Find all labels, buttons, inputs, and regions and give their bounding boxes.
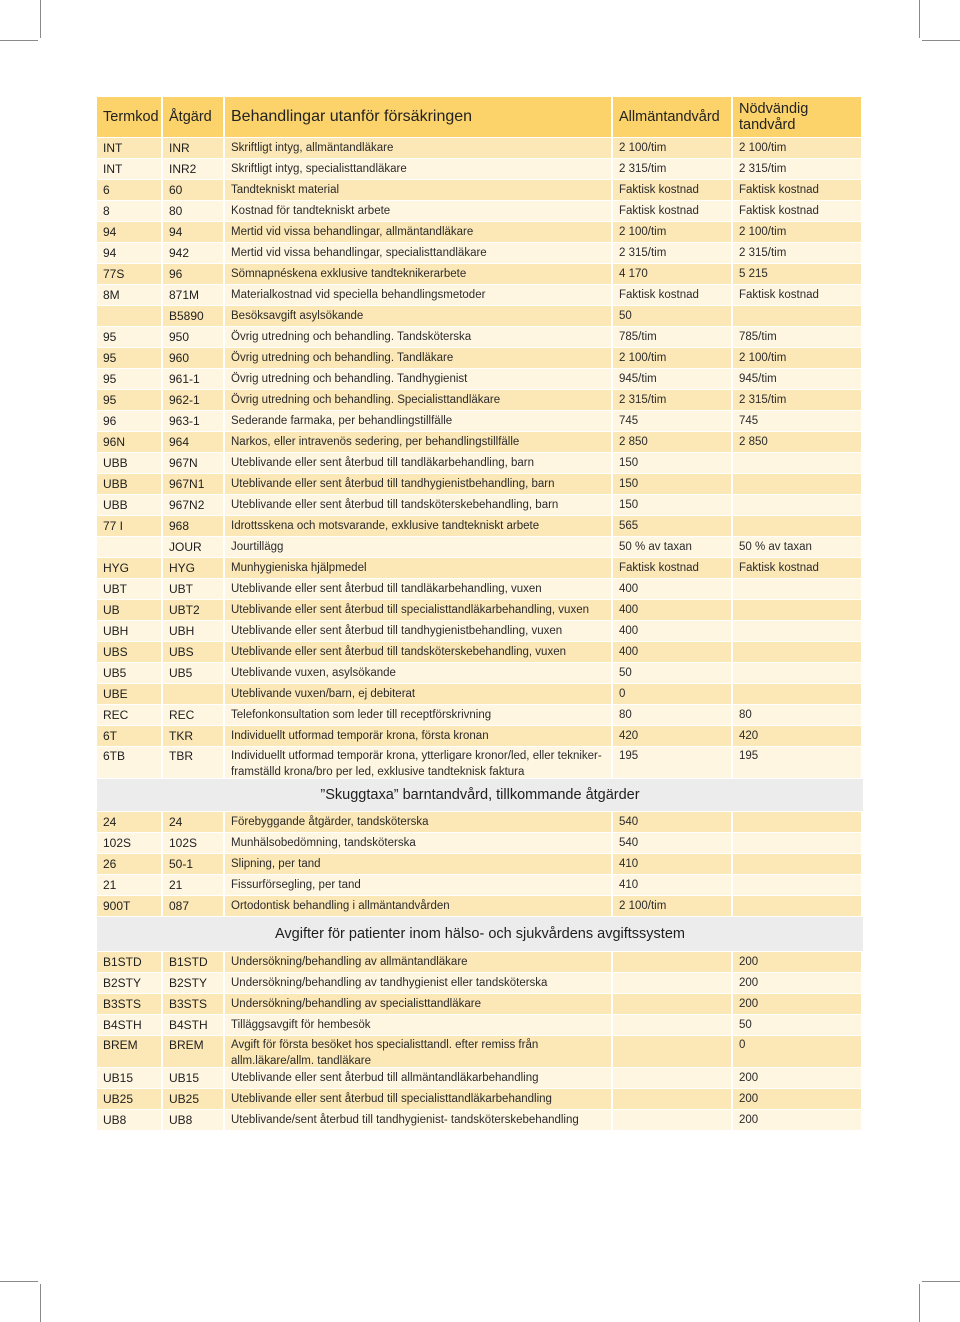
termkod-cell: 94 [97,243,161,263]
termkod-cell [97,537,161,557]
termkod-cell: B4STH [97,1015,161,1035]
allmantandvard-cell: Faktisk kostnad [613,285,731,305]
table-row [97,515,863,536]
atgard-cell: UB5 [163,663,223,683]
description-cell: Tilläggsavgift för hembesök [225,1015,611,1035]
description-cell: Narkos, eller intravenös sedering, per behandlingstillfälle [225,432,611,452]
description-cell: Munhygieniska hjälpmedel [225,558,611,578]
table-row [97,473,863,494]
nodvandig-cell: 2 100/tim [733,138,861,158]
atgard-cell: B4STH [163,1015,223,1035]
crop-mark [922,1281,960,1282]
termkod-cell: UBB [97,474,161,494]
atgard-cell: UBS [163,642,223,662]
nodvandig-cell [733,642,861,662]
atgard-cell: 24 [163,812,223,832]
description-cell: Undersökning/behandling av specialisttandläkare [225,994,611,1014]
nodvandig-cell: Faktisk kostnad [733,285,861,305]
table-row [97,557,863,578]
description-cell: Uteblivande eller sent återbud till allmäntandläkarbehandling [225,1068,611,1088]
description-cell: Undersökning/behandling av tandhygienist eller tandsköterska [225,973,611,993]
description-cell: Förebyggande åtgärder, tandsköterska [225,812,611,832]
table-row [97,972,863,993]
allmantandvard-cell: 2 315/tim [613,390,731,410]
termkod-cell: INT [97,138,161,158]
description-cell: Individuellt utformad temporär krona, första kronan [225,726,611,746]
table-row [97,1109,863,1130]
atgard-cell: 871M [163,285,223,305]
termkod-cell: B2STY [97,973,161,993]
termkod-cell: 26 [97,854,161,874]
termkod-cell: 95 [97,369,161,389]
nodvandig-cell: 50 % av taxan [733,537,861,557]
table-row [97,725,863,746]
termkod-cell: 8M [97,285,161,305]
table-row [97,200,863,221]
description-cell: Uteblivande vuxen, asylsökande [225,663,611,683]
main-rows [97,138,863,778]
atgard-cell: 968 [163,516,223,536]
crop-mark [0,40,38,41]
description-cell: Fissurförsegling, per tand [225,875,611,895]
allmantandvard-cell: 400 [613,642,731,662]
nodvandig-cell: 200 [733,1089,861,1109]
termkod-cell: 6TB [97,747,161,778]
nodvandig-cell: 0 [733,1036,861,1067]
allmantandvard-cell [613,1036,731,1067]
termkod-cell: UBH [97,621,161,641]
termkod-cell: UBE [97,684,161,704]
section-title: Avgifter för patienter inom hälso- och sjukvårdens avgiftssystem [97,916,863,952]
termkod-cell: BREM [97,1036,161,1067]
nodvandig-cell: 2 315/tim [733,159,861,179]
col-nodvandig: Nödvändig tandvård [733,97,861,137]
allmantandvard-cell: Faktisk kostnad [613,558,731,578]
description-cell: Uteblivande eller sent återbud till tandsköterskebehandling, vuxen [225,642,611,662]
termkod-cell: B3STS [97,994,161,1014]
allmantandvard-cell: Faktisk kostnad [613,201,731,221]
termkod-cell: UBB [97,495,161,515]
allmantandvard-cell [613,1015,731,1035]
table-row [97,1067,863,1088]
nodvandig-cell [733,579,861,599]
allmantandvard-cell: 150 [613,474,731,494]
crop-mark [919,0,920,38]
description-cell: Uteblivande eller sent återbud till tandhygienistbehandling, vuxen [225,621,611,641]
table-row [97,853,863,874]
allmantandvard-cell: 565 [613,516,731,536]
table-row [97,952,863,972]
allmantandvard-cell: 400 [613,621,731,641]
nodvandig-cell [733,896,861,916]
atgard-cell: TBR [163,747,223,778]
nodvandig-cell: 745 [733,411,861,431]
description-cell: Ortodontisk behandling i allmäntandvården [225,896,611,916]
termkod-cell: UB25 [97,1089,161,1109]
col-atgard: Åtgärd [163,97,223,137]
allmantandvard-cell [613,1068,731,1088]
table-row [97,452,863,473]
nodvandig-cell: 50 [733,1015,861,1035]
allmantandvard-cell: 540 [613,833,731,853]
table-row [97,599,863,620]
nodvandig-cell: 2 315/tim [733,243,861,263]
atgard-cell: 950 [163,327,223,347]
termkod-cell: 8 [97,201,161,221]
termkod-cell: INT [97,159,161,179]
allmantandvard-cell: 2 315/tim [613,243,731,263]
allmantandvard-cell: 150 [613,453,731,473]
table-row [97,347,863,368]
allmantandvard-cell [613,1110,731,1130]
allmantandvard-cell: 540 [613,812,731,832]
section2-rows [97,812,863,916]
atgard-cell: 102S [163,833,223,853]
description-cell: Slipning, per tand [225,854,611,874]
description-cell: Telefonkonsultation som leder till receptförskrivning [225,705,611,725]
atgard-cell: 963-1 [163,411,223,431]
table-row [97,578,863,599]
description-cell: Övrig utredning och behandling. Tandläkare [225,348,611,368]
atgard-cell: UBH [163,621,223,641]
table-row [97,812,863,832]
atgard-cell: 962-1 [163,390,223,410]
description-cell: Munhälsobedömning, tandsköterska [225,833,611,853]
table-row [97,683,863,704]
termkod-cell: 95 [97,390,161,410]
nodvandig-cell: 2 100/tim [733,222,861,242]
allmantandvard-cell: 2 850 [613,432,731,452]
nodvandig-cell [733,306,861,326]
atgard-cell: 96 [163,264,223,284]
description-cell: Uteblivande eller sent återbud till tandsköterskebehandling, barn [225,495,611,515]
col-title: Behandlingar utanför försäkringen [225,97,611,137]
termkod-cell: REC [97,705,161,725]
description-cell: Sederande farmaka, per behandlingstillfälle [225,411,611,431]
nodvandig-cell: Faktisk kostnad [733,558,861,578]
atgard-cell: BREM [163,1036,223,1067]
description-cell: Idrottsskena och motsvarande, exklusive tandtekniskt arbete [225,516,611,536]
atgard-cell: B3STS [163,994,223,1014]
crop-mark [0,1281,38,1282]
table-row [97,158,863,179]
nodvandig-cell: 200 [733,973,861,993]
nodvandig-cell: 785/tim [733,327,861,347]
nodvandig-cell: 945/tim [733,369,861,389]
atgard-cell: HYG [163,558,223,578]
table-row [97,662,863,683]
atgard-cell: 60 [163,180,223,200]
allmantandvard-cell: 2 100/tim [613,896,731,916]
allmantandvard-cell: 2 100/tim [613,222,731,242]
termkod-cell: UBS [97,642,161,662]
atgard-cell: B1STD [163,952,223,972]
description-cell: Mertid vid vissa behandlingar, allmäntandläkare [225,222,611,242]
termkod-cell: 6 [97,180,161,200]
atgard-cell: 967N2 [163,495,223,515]
allmantandvard-cell: 195 [613,747,731,778]
table-row [97,832,863,853]
termkod-cell: 24 [97,812,161,832]
allmantandvard-cell: 745 [613,411,731,431]
nodvandig-cell [733,833,861,853]
table-row [97,368,863,389]
termkod-cell: UB15 [97,1068,161,1088]
termkod-cell: 77 I [97,516,161,536]
table-row [97,431,863,452]
table-row [97,138,863,158]
table-row [97,746,863,778]
atgard-cell: B2STY [163,973,223,993]
termkod-cell: HYG [97,558,161,578]
nodvandig-cell: 200 [733,1068,861,1088]
nodvandig-cell [733,621,861,641]
nodvandig-cell: 195 [733,747,861,778]
crop-mark [919,1284,920,1322]
description-cell: Uteblivande eller sent återbud till specialisttandläkarbehandling [225,1089,611,1109]
nodvandig-cell [733,875,861,895]
table-row [97,494,863,515]
table-header [97,97,863,137]
table-row [97,1014,863,1035]
termkod-cell: UB5 [97,663,161,683]
table-row [97,895,863,916]
atgard-cell: 80 [163,201,223,221]
nodvandig-cell: 80 [733,705,861,725]
allmantandvard-cell: Faktisk kostnad [613,180,731,200]
section3-rows [97,952,863,1130]
atgard-cell: UBT [163,579,223,599]
description-cell: Övrig utredning och behandling. Specialisttandläkare [225,390,611,410]
col-allmantandvard: Allmäntandvård [613,97,731,137]
nodvandig-cell: Faktisk kostnad [733,201,861,221]
atgard-cell: 960 [163,348,223,368]
allmantandvard-cell: 50 [613,663,731,683]
nodvandig-cell: Faktisk kostnad [733,180,861,200]
termkod-cell: 900T [97,896,161,916]
description-cell: Tandtekniskt material [225,180,611,200]
description-cell: Besöksavgift asylsökande [225,306,611,326]
nodvandig-cell: 420 [733,726,861,746]
nodvandig-cell: 200 [733,994,861,1014]
nodvandig-cell [733,516,861,536]
nodvandig-cell [733,854,861,874]
description-cell: Uteblivande eller sent återbud till tandläkarbehandling, barn [225,453,611,473]
description-cell: Avgift för första besöket hos specialisttandl. efter remiss från allm.läkare/allm. tandläkare [225,1036,611,1067]
atgard-cell [163,684,223,704]
nodvandig-cell [733,600,861,620]
col-termkod: Termkod [97,97,161,137]
allmantandvard-cell: 410 [613,854,731,874]
atgard-cell: TKR [163,726,223,746]
table-row [97,326,863,347]
allmantandvard-cell: 420 [613,726,731,746]
description-cell: Övrig utredning och behandling. Tandsköterska [225,327,611,347]
allmantandvard-cell: 4 170 [613,264,731,284]
nodvandig-cell: 2 100/tim [733,348,861,368]
description-cell: Uteblivande vuxen/barn, ej debiterat [225,684,611,704]
termkod-cell: B1STD [97,952,161,972]
allmantandvard-cell: 80 [613,705,731,725]
allmantandvard-cell: 945/tim [613,369,731,389]
termkod-cell: UBT [97,579,161,599]
crop-mark [40,1284,41,1322]
allmantandvard-cell [613,1089,731,1109]
allmantandvard-cell: 400 [613,600,731,620]
termkod-cell: UB [97,600,161,620]
atgard-cell: 967N [163,453,223,473]
atgard-cell: INR [163,138,223,158]
price-table [97,97,863,1130]
allmantandvard-cell: 2 315/tim [613,159,731,179]
description-cell: Materialkostnad vid speciella behandlingsmetoder [225,285,611,305]
allmantandvard-cell: 0 [613,684,731,704]
termkod-cell: 95 [97,348,161,368]
atgard-cell: UB25 [163,1089,223,1109]
atgard-cell: 961-1 [163,369,223,389]
atgard-cell: B5890 [163,306,223,326]
allmantandvard-cell: 2 100/tim [613,138,731,158]
description-cell: Uteblivande/sent återbud till tandhygienist- tandsköterskebehandling [225,1110,611,1130]
allmantandvard-cell [613,994,731,1014]
nodvandig-cell: 2 850 [733,432,861,452]
description-cell: Uteblivande eller sent återbud till specialisttandläkarbehandling, vuxen [225,600,611,620]
crop-mark [40,0,41,38]
description-cell: Skriftligt intyg, allmäntandläkare [225,138,611,158]
table-row [97,179,863,200]
termkod-cell: UB8 [97,1110,161,1130]
crop-mark [922,40,960,41]
atgard-cell: 087 [163,896,223,916]
atgard-cell: 21 [163,875,223,895]
allmantandvard-cell: 50 [613,306,731,326]
atgard-cell: UB15 [163,1068,223,1088]
table-row [97,305,863,326]
nodvandig-cell [733,474,861,494]
nodvandig-cell [733,684,861,704]
description-cell: Sömnapnéskena exklusive tandteknikerarbete [225,264,611,284]
nodvandig-cell: 5 215 [733,264,861,284]
table-row [97,242,863,263]
section-title: ”Skuggtaxa” barntandvård, tillkommande åtgärder [97,778,863,812]
termkod-cell: 6T [97,726,161,746]
atgard-cell: UBT2 [163,600,223,620]
atgard-cell: 967N1 [163,474,223,494]
table-row [97,536,863,557]
allmantandvard-cell: 150 [613,495,731,515]
atgard-cell: 964 [163,432,223,452]
atgard-cell: JOUR [163,537,223,557]
nodvandig-cell: 2 315/tim [733,390,861,410]
termkod-cell: 96N [97,432,161,452]
atgard-cell: INR2 [163,159,223,179]
table-row [97,1035,863,1067]
table-row [97,389,863,410]
termkod-cell: 96 [97,411,161,431]
termkod-cell [97,306,161,326]
atgard-cell: REC [163,705,223,725]
termkod-cell: 77S [97,264,161,284]
termkod-cell: UBB [97,453,161,473]
table-row [97,410,863,431]
table-row [97,993,863,1014]
allmantandvard-cell [613,952,731,972]
description-cell: Undersökning/behandling av allmäntandläkare [225,952,611,972]
description-cell: Uteblivande eller sent återbud till tandläkarbehandling, vuxen [225,579,611,599]
allmantandvard-cell: 50 % av taxan [613,537,731,557]
atgard-cell: 50-1 [163,854,223,874]
atgard-cell: 94 [163,222,223,242]
atgard-cell: 942 [163,243,223,263]
table-row [97,221,863,242]
allmantandvard-cell: 400 [613,579,731,599]
table-row [97,284,863,305]
description-cell: Individuellt utformad temporär krona, ytterligare kronor/led, eller tekniker- framställd krona/bro per led, exklusive tandteknisk faktura [225,747,611,778]
description-cell: Uteblivande eller sent återbud till tandhygienistbehandling, barn [225,474,611,494]
atgard-cell: UB8 [163,1110,223,1130]
description-cell: Kostnad för tandtekniskt arbete [225,201,611,221]
nodvandig-cell [733,812,861,832]
description-cell: Jourtillägg [225,537,611,557]
table-row [97,704,863,725]
nodvandig-cell [733,453,861,473]
termkod-cell: 21 [97,875,161,895]
table-row [97,620,863,641]
table-row [97,641,863,662]
table-row [97,874,863,895]
nodvandig-cell [733,663,861,683]
description-cell: Skriftligt intyg, specialisttandläkare [225,159,611,179]
allmantandvard-cell: 2 100/tim [613,348,731,368]
termkod-cell: 102S [97,833,161,853]
termkod-cell: 95 [97,327,161,347]
nodvandig-cell: 200 [733,952,861,972]
table-row [97,1088,863,1109]
allmantandvard-cell: 785/tim [613,327,731,347]
nodvandig-cell: 200 [733,1110,861,1130]
table-row [97,263,863,284]
allmantandvard-cell: 410 [613,875,731,895]
description-cell: Övrig utredning och behandling. Tandhygienist [225,369,611,389]
allmantandvard-cell [613,973,731,993]
description-cell: Mertid vid vissa behandlingar, specialisttandläkare [225,243,611,263]
nodvandig-cell [733,495,861,515]
termkod-cell: 94 [97,222,161,242]
